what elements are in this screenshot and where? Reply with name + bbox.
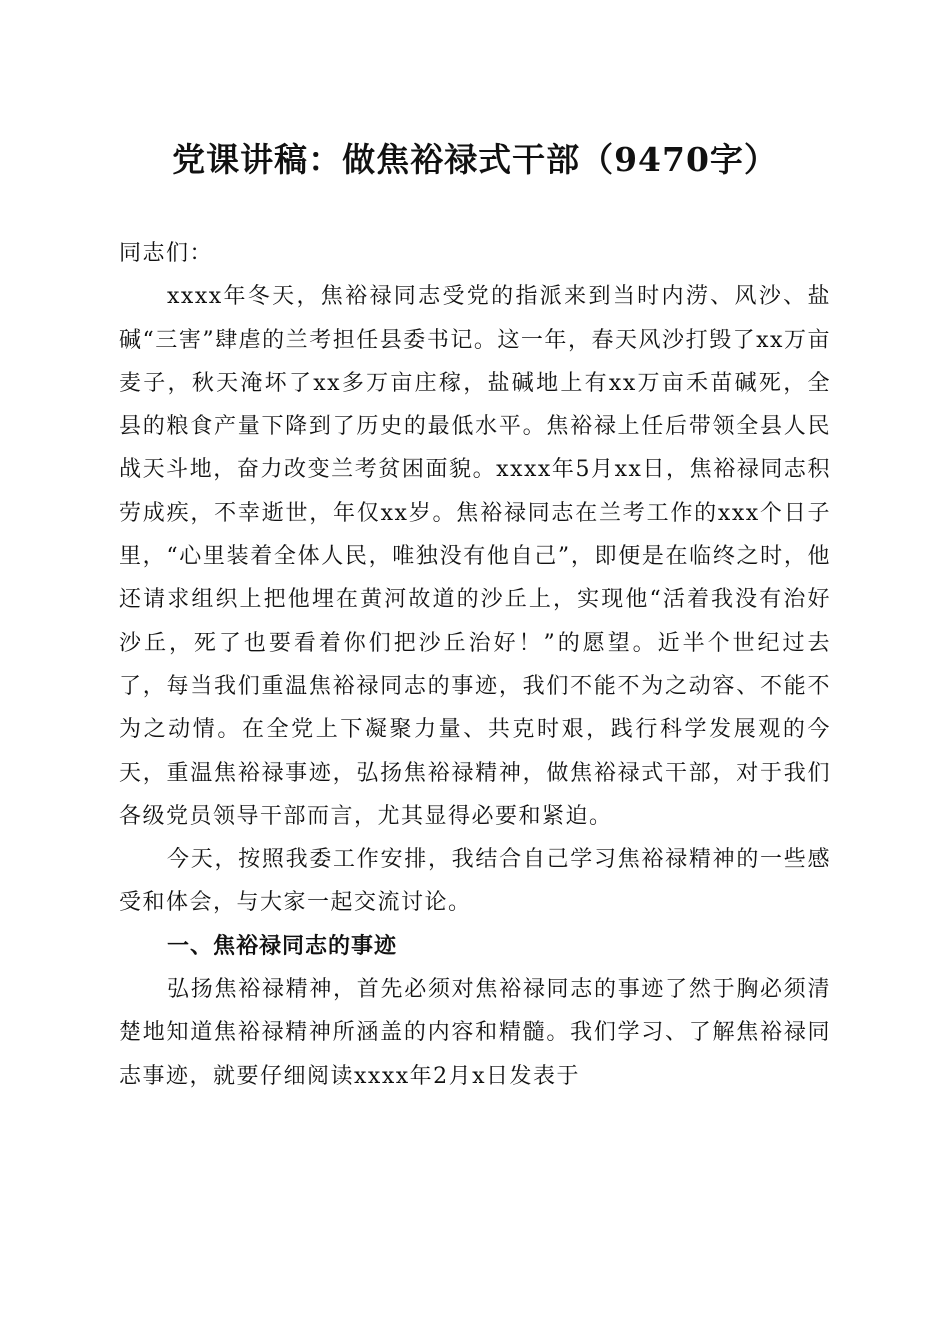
paragraph-1: xxxx年冬天，焦裕禄同志受党的指派来到当时内涝、风沙、盐碱“三害”肆虐的兰考担任县委书记。这一年，春天风沙打毁了xx万亩麦子，秋天淹坏了xx多万亩庄稼，盐碱地上有xx万亩禾苗碱死，全县的粮食产量下降到了历史的最低水平。焦裕禄上任后带领全县人民战天斗地，奋力改变兰考贫困面貌。xxxx年5月xx日，焦裕禄同志积劳成疾，不幸逝世，年仅xx岁。焦裕禄同志在兰考工作的xxx个日子里，“心里装着全体人民，唯独没有他自己”，即便是在临终之时，他还请求组织上把他埋在黄河故道的沙丘上，实现他“活着我没有治好沙丘，死了也要看着你们把沙丘治好！”的愿望。近半个世纪过去了，每当我们重温焦裕禄同志的事迹，我们不能不为之动容、不能不为之动情。在全党上下凝聚力量、共克时艰，践行科学发展观的今天，重温焦裕禄事迹，弘扬焦裕禄精神，做焦裕禄式干部，对于我们各级党员领导干部而言，尤其显得必要和紧迫。 [119,284,831,829]
section-heading: 一、焦裕禄同志的事迹 [167,933,398,959]
section-paragraph: 弘扬焦裕禄精神，首先必须对焦裕禄同志的事迹了然于胸必须清楚地知道焦裕禄精神所涵盖的内容和精髓。我们学习、了解焦裕禄同志事迹，就要仔细阅读xxxx年2月x日发表于 [119,977,831,1089]
document-body [119,232,831,1098]
paragraph-2: 今天，按照我委工作安排，我结合自己学习焦裕禄精神的一些感受和体会，与大家一起交流讨论。 [119,847,831,916]
document-title: 党课讲稿：做焦裕禄式干部（9470字） [172,140,778,179]
salutation: 同志们： [119,241,214,266]
